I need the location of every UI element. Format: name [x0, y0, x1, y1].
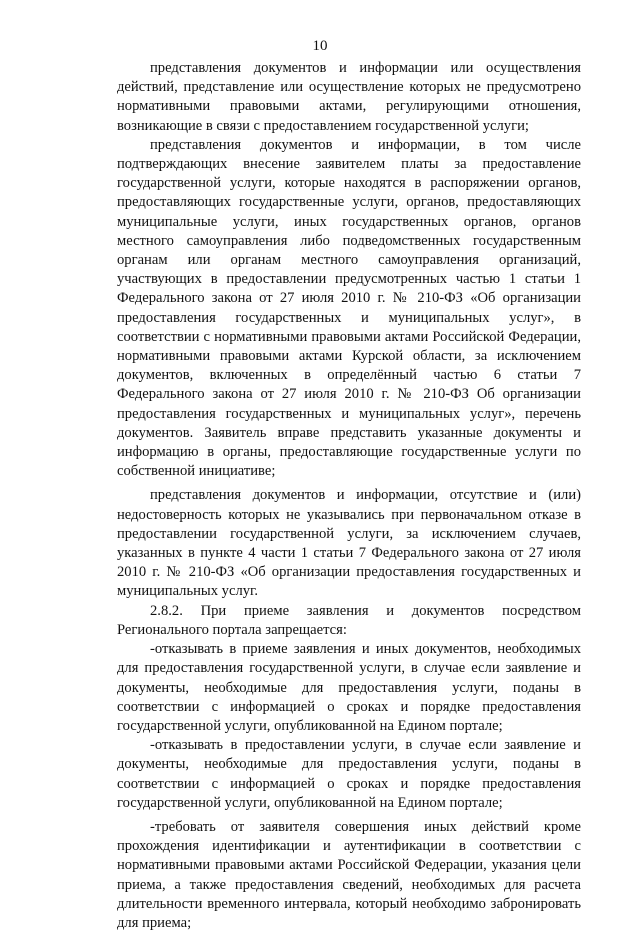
list-item-refuse-acceptance: -отказывать в приеме заявления и иных документов, необходимых для предоставления государственной услуги, в случае если заявление и документы, необходимые для предоставления услуги, поданы в соответствии с информацией о сроках и порядке предоставления государственной услуги, опубликованной на Едином портале;	[117, 641, 581, 734]
paragraph-section-2-8-2: 2.8.2. При приеме заявления и документов посредством Регионального портала запрещается:	[117, 602, 581, 638]
paragraph-documents-held-by-agencies: представления документов и информации, в том числе подтверждающих внесение заявителем платы за предоставление государственной услуги, которые находятся в распоряжении органов, предоставляющих государственные услуги, органов, предоставляющих муниципальные услуги, иных государственных органов, органов местного самоуправления либо подведомственных государственным органам или органам местного самоуправления организаций, участвующих в предоставлении предусмотренных частью 1 статьи 1 Федерального закона от 27 июля 2010 г. № 210-ФЗ «Об организации предоставления государственных и муниципальных услуг», в соответствии с нормативными правовыми актами Российской Федерации, нормативными правовыми актами Курской области, за исключением документов, включенных в определённый частью 6 статьи 7 Федерального закона от 27 июля 2010 г. № 210-ФЗ Об организации предоставления государственных и муниципальных услуг», перечень документов. Заявитель вправе представить указанные документы и информацию в органы, предоставляющие государственные услуги по собственной инициативе;	[117, 136, 581, 480]
paragraph-no-provision-required: представления документов и информации или осуществления действий, представление или осуществление которых не предусмотрено нормативными правовыми актами, регулирующими отношения, возникающие в связи с предоставлением государственной услуги;	[117, 60, 581, 134]
document-body	[117, 59, 581, 933]
list-item-require-actions: -требовать от заявителя совершения иных действий кроме прохождения идентификации и аутентификации в соответствии с нормативными правовыми актами Российской Федерации, указания цели приема, а также предоставления сведений, необходимых для расчета длительности временного интервала, который необходимо забронировать для приема;	[117, 818, 581, 931]
list-item-refuse-provision: -отказывать в предоставлении услуги, в случае если заявление и документы, необходимые для предоставления услуги, поданы в соответствии с информацией о сроках и порядке предоставления государственной услуги, опубликованной на Едином портале;	[117, 737, 581, 811]
paragraph-unindicated-documents: представления документов и информации, отсутствие и (или) недостоверность которых не указывались при первоначальном отказе в предоставлении государственной услуги, за исключением случаев, указанных в пункте 4 части 1 статьи 7 Федерального закона от 27 июля 2010 г. № 210-ФЗ «Об организации предоставления государственных и муниципальных услуг.	[117, 487, 581, 600]
page-number: 10	[312, 38, 328, 54]
